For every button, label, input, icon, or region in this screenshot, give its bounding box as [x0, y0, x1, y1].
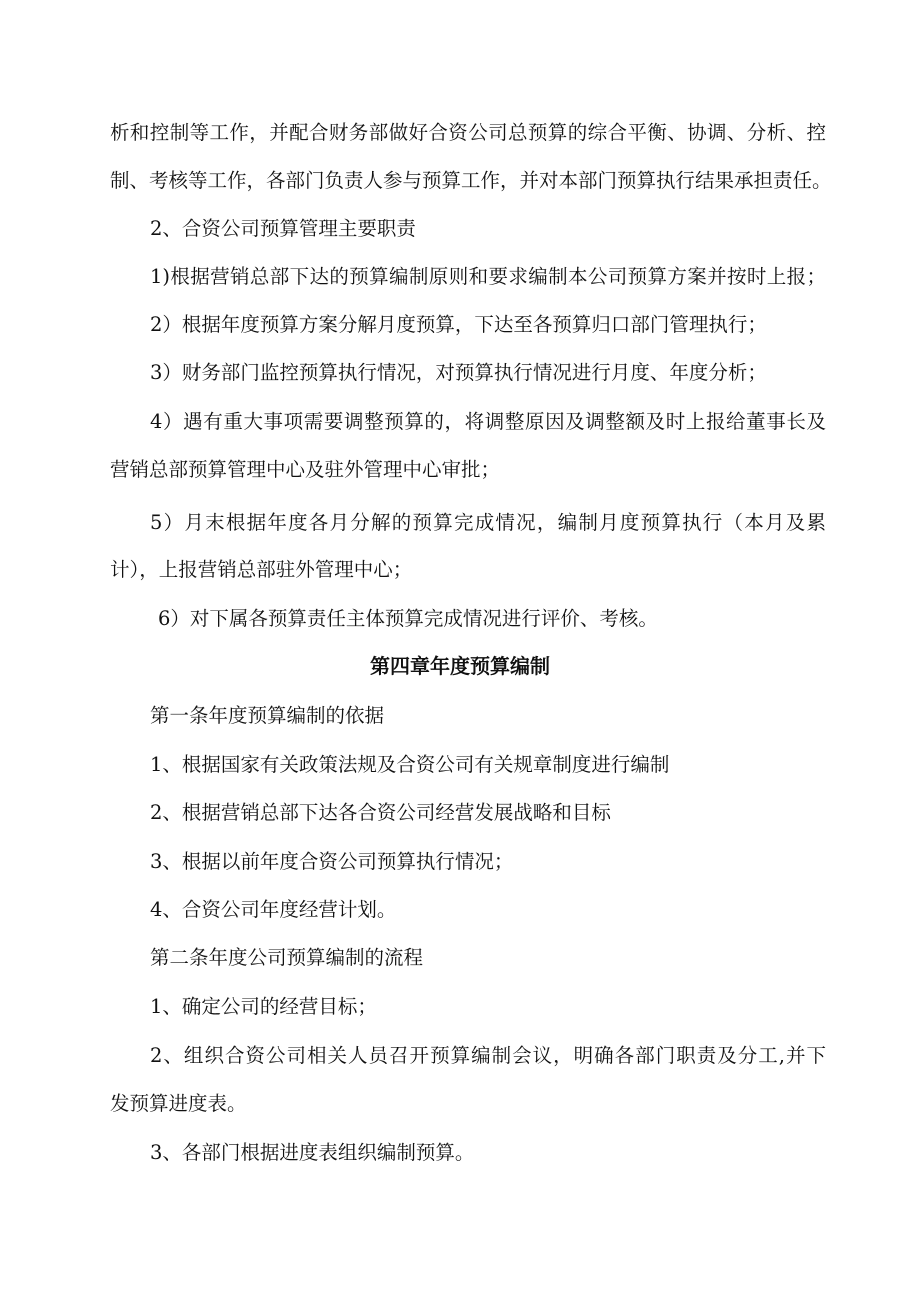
list-item-continuation: 计），上报营销总部驻外管理中心；: [110, 558, 413, 581]
list-item: 2、组织合资公司相关人员召开预算编制会议，明确各部门职责及分工,并下: [150, 1044, 826, 1067]
list-item-continuation: 营销总部预算管理中心及驻外管理中心审批；: [110, 458, 501, 481]
list-item: 2）根据年度预算方案分解月度预算，下达至各预算归口部门管理执行；: [150, 313, 767, 336]
paragraph-line: 析和控制等工作，并配合财务部做好合资公司总预算的综合平衡、协调、分析、控: [110, 121, 826, 144]
list-item: 6）对下属各预算责任主体预算完成情况进行评价、考核。: [158, 607, 658, 630]
list-item-continuation: 发预算进度表。: [110, 1092, 247, 1115]
list-item: 1、确定公司的经营目标；: [150, 995, 377, 1018]
chapter-title: 第四章年度预算编制: [370, 654, 550, 678]
section-heading: 2、合资公司预算管理主要职责: [150, 217, 416, 240]
list-item: 4、合资公司年度经营计划。: [150, 898, 397, 921]
paragraph-line: 制、考核等工作，各部门负责人参与预算工作，并对本部门预算执行结果承担责任。: [110, 169, 832, 192]
list-item: 1、根据国家有关政策法规及合资公司有关规章制度进行编制: [150, 753, 670, 776]
list-item: 2、根据营销总部下达各合资公司经营发展战略和目标: [150, 801, 611, 824]
list-item: 3）财务部门监控预算执行情况，对预算执行情况进行月度、年度分析；: [150, 361, 767, 384]
list-item: 4）遇有重大事项需要调整预算的，将调整原因及调整额及时上报给董事长及: [150, 410, 826, 433]
list-item: 3、根据以前年度合资公司预算执行情况；: [150, 850, 514, 873]
list-item: 3、各部门根据进度表组织编制预算。: [150, 1141, 475, 1164]
list-item: 1)根据营销总部下达的预算编制原则和要求编制本公司预算方案并按时上报；: [150, 265, 826, 288]
list-item: 5）月末根据年度各月分解的预算完成情况，编制月度预算执行（本月及累: [150, 511, 826, 534]
article-heading: 第一条年度预算编制的依据: [150, 704, 385, 727]
article-heading: 第二条年度公司预算编制的流程: [150, 946, 424, 969]
